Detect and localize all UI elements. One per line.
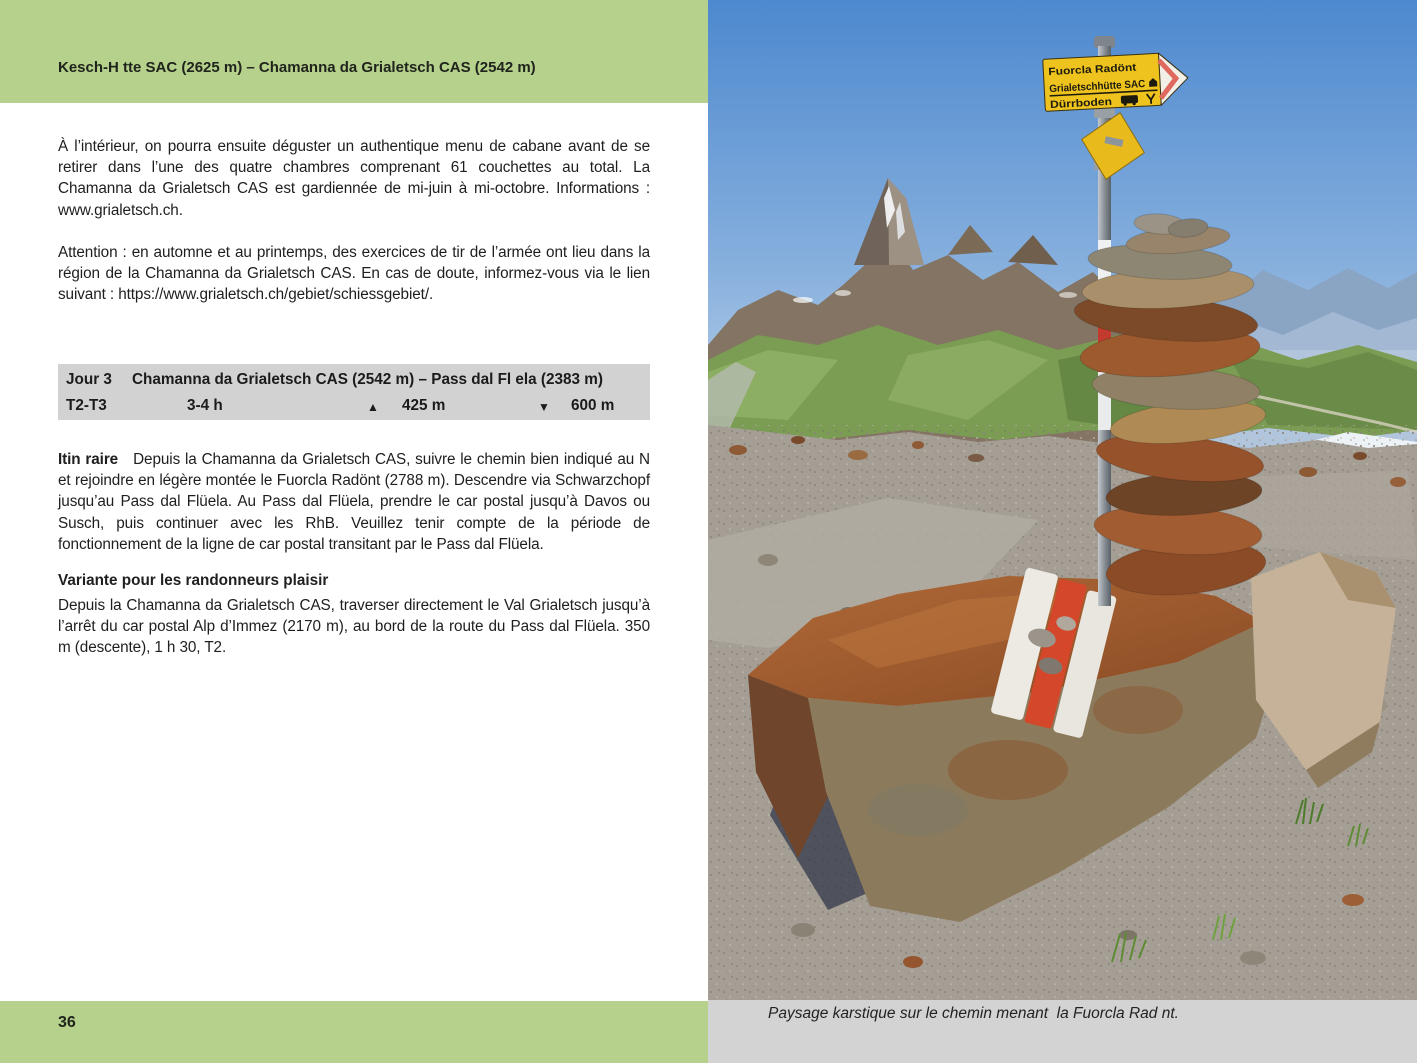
stage-ascent: 425 m <box>402 397 446 414</box>
pole-clamp <box>1094 108 1115 118</box>
caption-bar <box>708 1000 1417 1063</box>
stage-difficulty: T2-T3 <box>66 397 107 414</box>
descent-triangle-icon: ▼ <box>538 400 550 414</box>
footer-bar <box>0 1001 708 1063</box>
ascent-triangle-icon: ▲ <box>367 400 379 414</box>
header-bar <box>0 0 708 103</box>
mountain-photo <box>708 0 1417 1000</box>
paragraph-variant: Depuis la Chamanna da Grialetsch CAS, traverser directement le Val Grialetsch jusqu’à l’arrêt du car postal Alp d’Immez (2170 m), au bord de la route du Pass dal Flüela. 350 m (descente), 1 h 30, T2. <box>58 597 650 657</box>
paragraph-hut-description: À l’intérieur, on pourra ensuite déguster un authentique menu de cabane avant de se retirer dans l’une des quatre chambres comprenant 61 couchettes au total. La Chamanna da Grialetsch CAS est gardiennée de mi-juin à mi-octobre. Informations : www.grialetsch.ch. <box>58 138 650 219</box>
stage-duration: 3-4 h <box>187 397 223 414</box>
page-number: 36 <box>58 1014 76 1031</box>
stage-descent: 600 m <box>571 397 615 414</box>
paragraph-itinerary <box>58 449 650 555</box>
sign-destination-1: Fuorcla Radönt <box>1048 62 1126 79</box>
stage-day: Jour 3 <box>66 371 112 388</box>
itinerary-text: Depuis la Chamanna da Grialetsch CAS, suivre le chemin bien indiqué au N et rejoindre en légère montée le Fuorcla Radönt (2788 m). Descendre via Schwarzchopf jusqu’au Pass dal Flüela. Au Pass dal Flüela, prendre le car postal jusqu’à Davos ou Susch, puis continuer avec les RhB. Veuillez tenir compte de la période de fonctionnement de la ligne de car postal transitant par le Pass dal Flüela. <box>58 451 651 553</box>
variant-heading: Variante pour les randonneurs plaisir <box>58 572 329 589</box>
itinerary-label: Itin raire <box>58 451 119 468</box>
sign-destination-2: Grialetschhütte SAC <box>1048 77 1152 96</box>
left-page <box>0 0 708 1063</box>
stage-route: Chamanna da Grialetsch CAS (2542 m) – Pass dal Fl ela (2383 m) <box>132 371 603 388</box>
page-title: Kesch-H tte SAC (2625 m) – Chamanna da Grialetsch CAS (2542 m) <box>58 59 536 76</box>
photo-caption: Paysage karstique sur le chemin menant la Fuorcla Rad nt. <box>768 1005 1179 1022</box>
right-page <box>708 0 1417 1063</box>
paragraph-warning: Attention : en automne et au printemps, des exercices de tir de l’armée ont lieu dans la région de la Chamanna da Grialetsch CAS. En cas de doute, informez-vous via le lien suivant : https://www.grialetsch.ch/gebiet/schiessgebiet/. <box>58 244 650 304</box>
sign-destination-3: Dürrboden <box>1049 96 1105 112</box>
stage-info-table <box>58 364 650 420</box>
